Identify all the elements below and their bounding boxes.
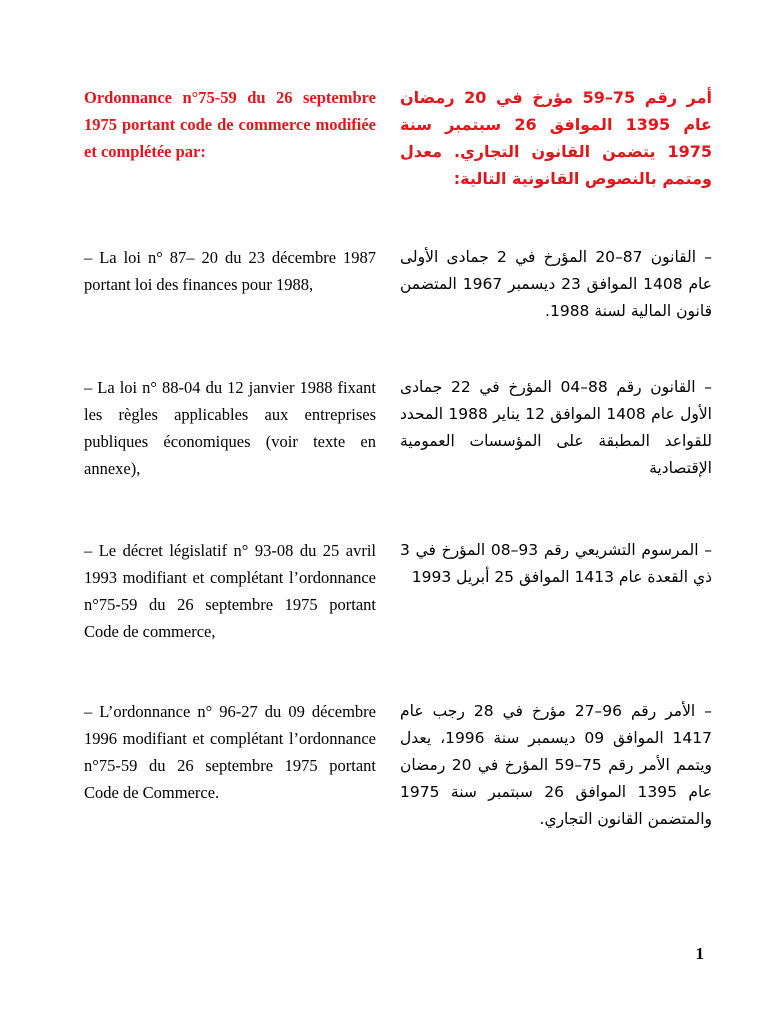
entry-arabic: – المرسوم التشريعي رقم 93–08 المؤرخ في 3 ذي القعدة عام 1413 الموافق 25 أبريل 1993 [400,541,712,586]
entry-french: – La loi n° 88-04 du 12 janvier 1988 fixant les règles applicables aux entreprises publiques économiques (voir texte en annexe), [84,378,376,478]
title-french: Ordonnance n°75-59 du 26 septembre 1975 portant code de commerce modifiée et complétée par: [84,88,376,161]
title-arabic: أمر رقم 75–59 مؤرخ في 20 رمضان عام 1395 الموافق 26 سبتمبر سنة 1975 يتضمن القانون التجاري. معدل ومتمم بالنصوص القانونية التالية: [400,88,712,188]
entry-french: – Le décret législatif n° 93-08 du 25 avril 1993 modifiant et complétant l’ordonnance n°75-59 du 26 septembre 1975 portant Code de commerce, [84,541,376,641]
page-number: 1 [695,944,704,963]
entry-french: – La loi n° 87– 20 du 23 décembre 1987 portant loi des finances pour 1988, [84,248,376,294]
entry-french: – L’ordonnance n° 96-27 du 09 décembre 1996 modifiant et complétant l’ordonnance n°75-59 du 26 septembre 1975 portant Code de Commerce. [84,702,376,802]
entry-arabic: – القانون رقم 88–04 المؤرخ في 22 جمادى الأول عام 1408 الموافق 12 يناير 1988 المحدد للقواعد المطبقة على المؤسسات العمومية الإقتصادية [400,378,712,477]
entry-arabic: – الأمر رقم 96–27 مؤرخ في 28 رجب عام 1417 الموافق 09 ديسمبر سنة 1996، يعدل ويتمم الأمر رقم 75–59 المؤرخ في 20 رمضان عام 1395 الموافق 26 سبتمبر سنة 1975 والمتضمن القانون التجاري. [400,702,713,828]
entry-arabic: – القانون 87–20 المؤرخ في 2 جمادى الأولى عام 1408 الموافق 23 ديسمبر 1967 المتضمن قانون المالية لسنة 1988. [400,248,713,320]
